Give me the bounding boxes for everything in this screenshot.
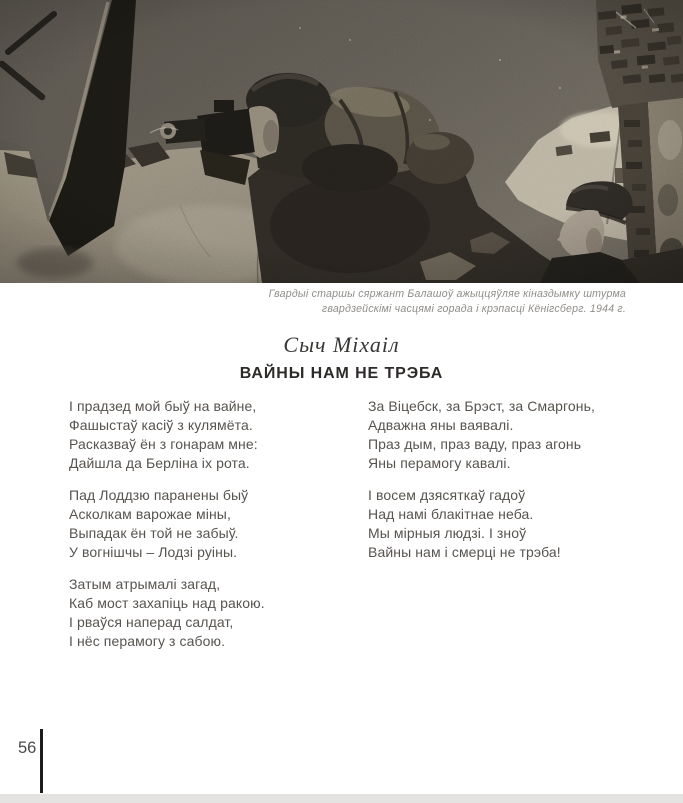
- photo-image: [0, 0, 683, 283]
- poem-author: Сыч Міхаіл: [283, 332, 400, 357]
- poem-line: Затым атрымалі загад,: [69, 576, 221, 592]
- poem-title: ВАЙНЫ НАМ НЕ ТРЭБА: [239, 365, 444, 382]
- poem-line: Пад Лоддзю паранены быў: [69, 487, 249, 503]
- poem-line: І рваўся наперад салдат,: [69, 614, 234, 630]
- poem-line: Праз дым, праз ваду, праз агонь: [368, 436, 582, 452]
- poem-line: Асколкам варожае міны,: [69, 506, 231, 522]
- war-photograph: [0, 0, 683, 283]
- poem-column-left: [69, 397, 265, 664]
- stanza: [69, 575, 265, 651]
- poem-line: Яны перамогу кавалі.: [368, 455, 511, 471]
- poem-line: За Віцебск, за Брэст, за Смаргонь,: [368, 398, 595, 414]
- poem-line: Над намі блакітнае неба.: [368, 506, 534, 522]
- poem-line: Адважна яны ваявалі.: [368, 417, 514, 433]
- poem-line: Каб мост захапіць над ракою.: [69, 595, 265, 611]
- stanza: [69, 486, 265, 562]
- poem-line: У вогнішчы – Лодзі руіны.: [69, 544, 238, 560]
- film-grain-overlay: [0, 0, 683, 283]
- stanza: [368, 397, 595, 473]
- poem-line: Расказваў ён з гонарам мне:: [69, 436, 258, 452]
- photo-caption-line: гвардзейскімі часцямі горада і крэпасці Кёнігсберг. 1944 г.: [321, 303, 626, 315]
- stanza: [368, 486, 595, 562]
- poem-column-right: [368, 397, 595, 575]
- page-bottom-edge: [0, 794, 683, 803]
- poem-line: Мы мірныя людзі. І зноў: [368, 525, 527, 541]
- page-number-divider: [40, 729, 43, 793]
- poem-line: Вайны нам і смерці не трэба!: [368, 544, 561, 560]
- photo-caption: [206, 287, 626, 317]
- poem-line: І прадзед мой быў на вайне,: [69, 398, 257, 414]
- stanza: [69, 397, 265, 473]
- photo-caption-line: Гвардыі старшы сяржант Балашоў ажыццяўляе кіназдымку штурма: [268, 288, 626, 300]
- poem-line: І восем дзясяткаў гадоў: [368, 487, 526, 503]
- poem-line: І нёс перамогу з сабою.: [69, 633, 226, 649]
- poem-line: Дайшла да Берліна іх рота.: [69, 455, 250, 471]
- poem-line: Фашыстаў касіў з кулямёта.: [69, 417, 253, 433]
- page-number: 56: [18, 739, 37, 757]
- poem-line: Выпадак ён той не забыў.: [69, 525, 239, 541]
